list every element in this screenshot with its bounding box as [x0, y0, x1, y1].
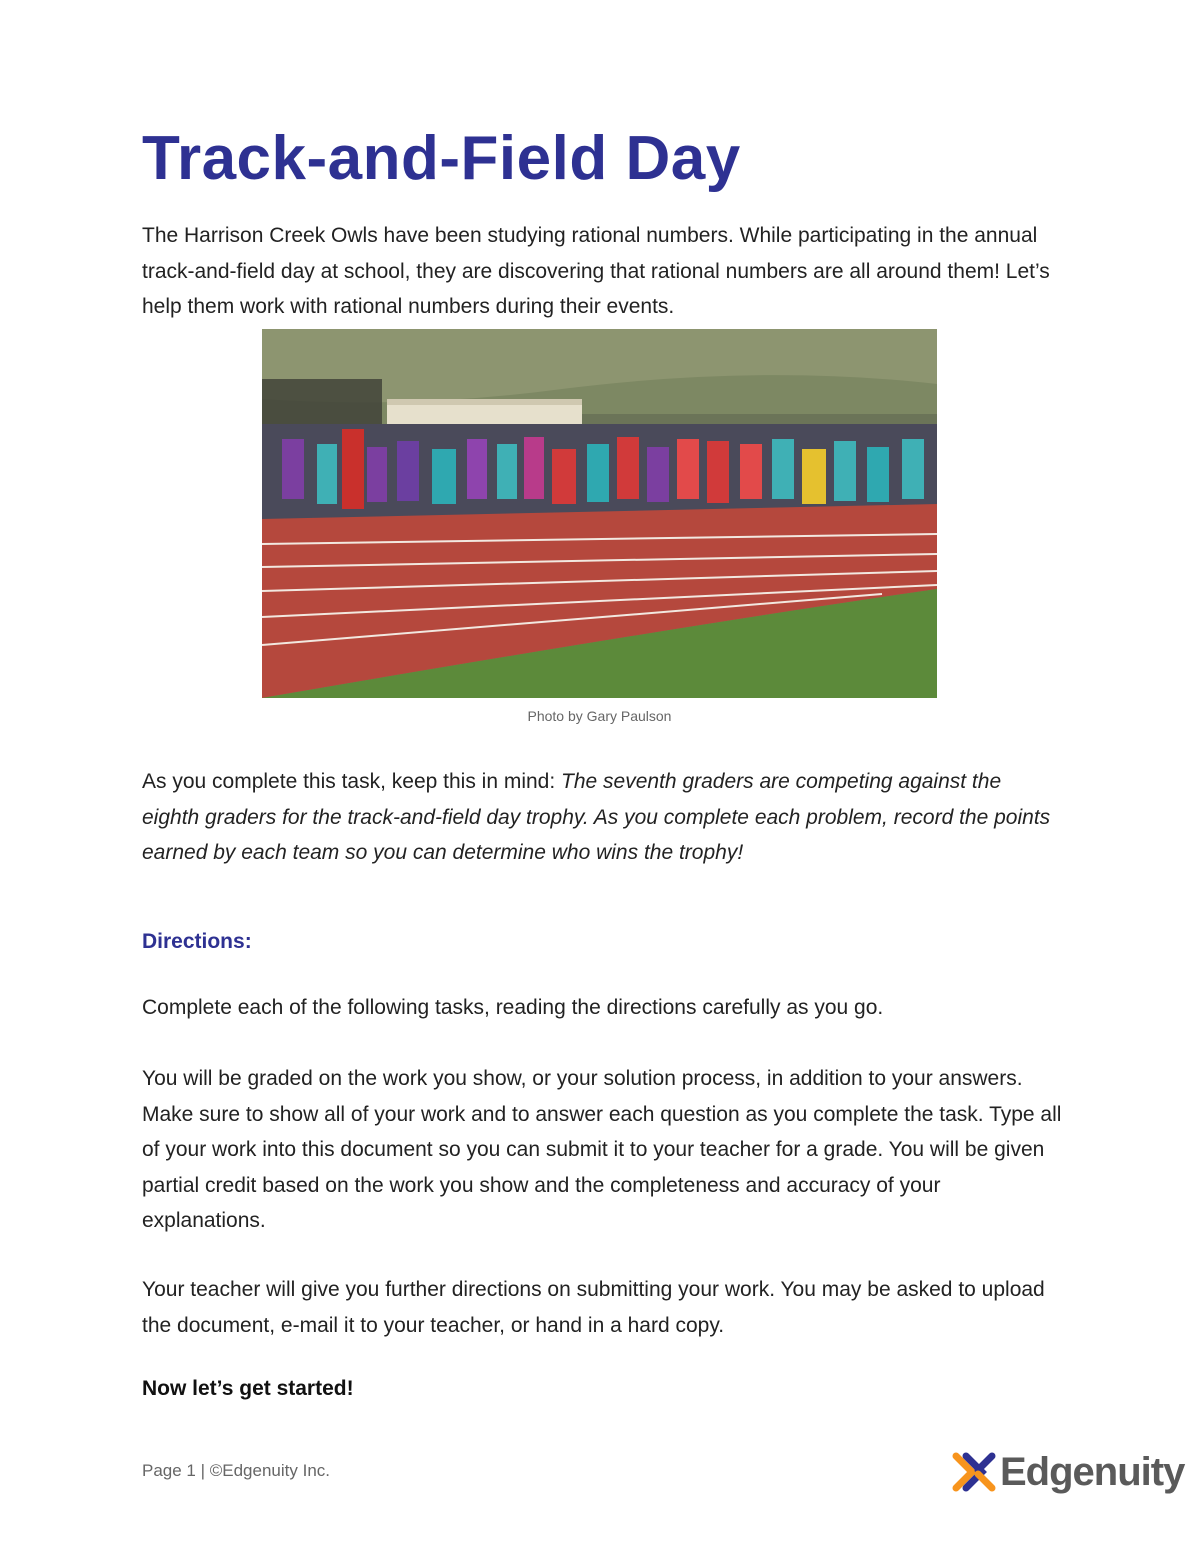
directions-paragraph-1: Complete each of the following tasks, reading the directions carefully as you go. [142, 996, 884, 1019]
keep-in-mind-paragraph [142, 764, 1062, 871]
edgenuity-x-icon [952, 1452, 996, 1492]
page-footer: Page 1 | ©Edgenuity Inc. [142, 1461, 331, 1480]
get-started-text: Now let’s get started! [142, 1377, 354, 1400]
logo-wordmark: Edgenuity [1000, 1449, 1185, 1494]
directions-heading: Directions: [142, 930, 252, 953]
page-title: Track-and-Field Day [142, 124, 741, 193]
track-race-photo [262, 329, 937, 698]
directions-paragraph-3: Your teacher will give you further directions on submitting your work. You may be asked to upload the document, e-mail it to your teacher, or hand in a hard copy. [142, 1278, 1045, 1337]
directions-paragraph-2: You will be graded on the work you show, or your solution process, in addition to your answers. Make sure to show all of your work and to answer each question as you complete the task. Type all of your work into this document so you can submit it to your teacher for a grade. You will be given partial credit based on the work you show and the completeness and accuracy of your explanations. [142, 1067, 1062, 1232]
edgenuity-logo [952, 1448, 1184, 1496]
keep-in-mind-lead: As you complete this task, keep this in mind: [142, 770, 562, 793]
photo-caption: Photo by Gary Paulson [527, 708, 672, 724]
keep-in-mind-italic: The seventh graders are competing against the eighth graders for the track-and-field day trophy. As you complete each problem, record the points earned by each team so you can determine who wins the trophy! [142, 770, 1051, 864]
intro-paragraph: The Harrison Creek Owls have been studying rational numbers. While participating in the annual track-and-field day at school, they are discovering that rational numbers are all around them! Let’s help them work with rational numbers during their events. [142, 224, 1050, 318]
